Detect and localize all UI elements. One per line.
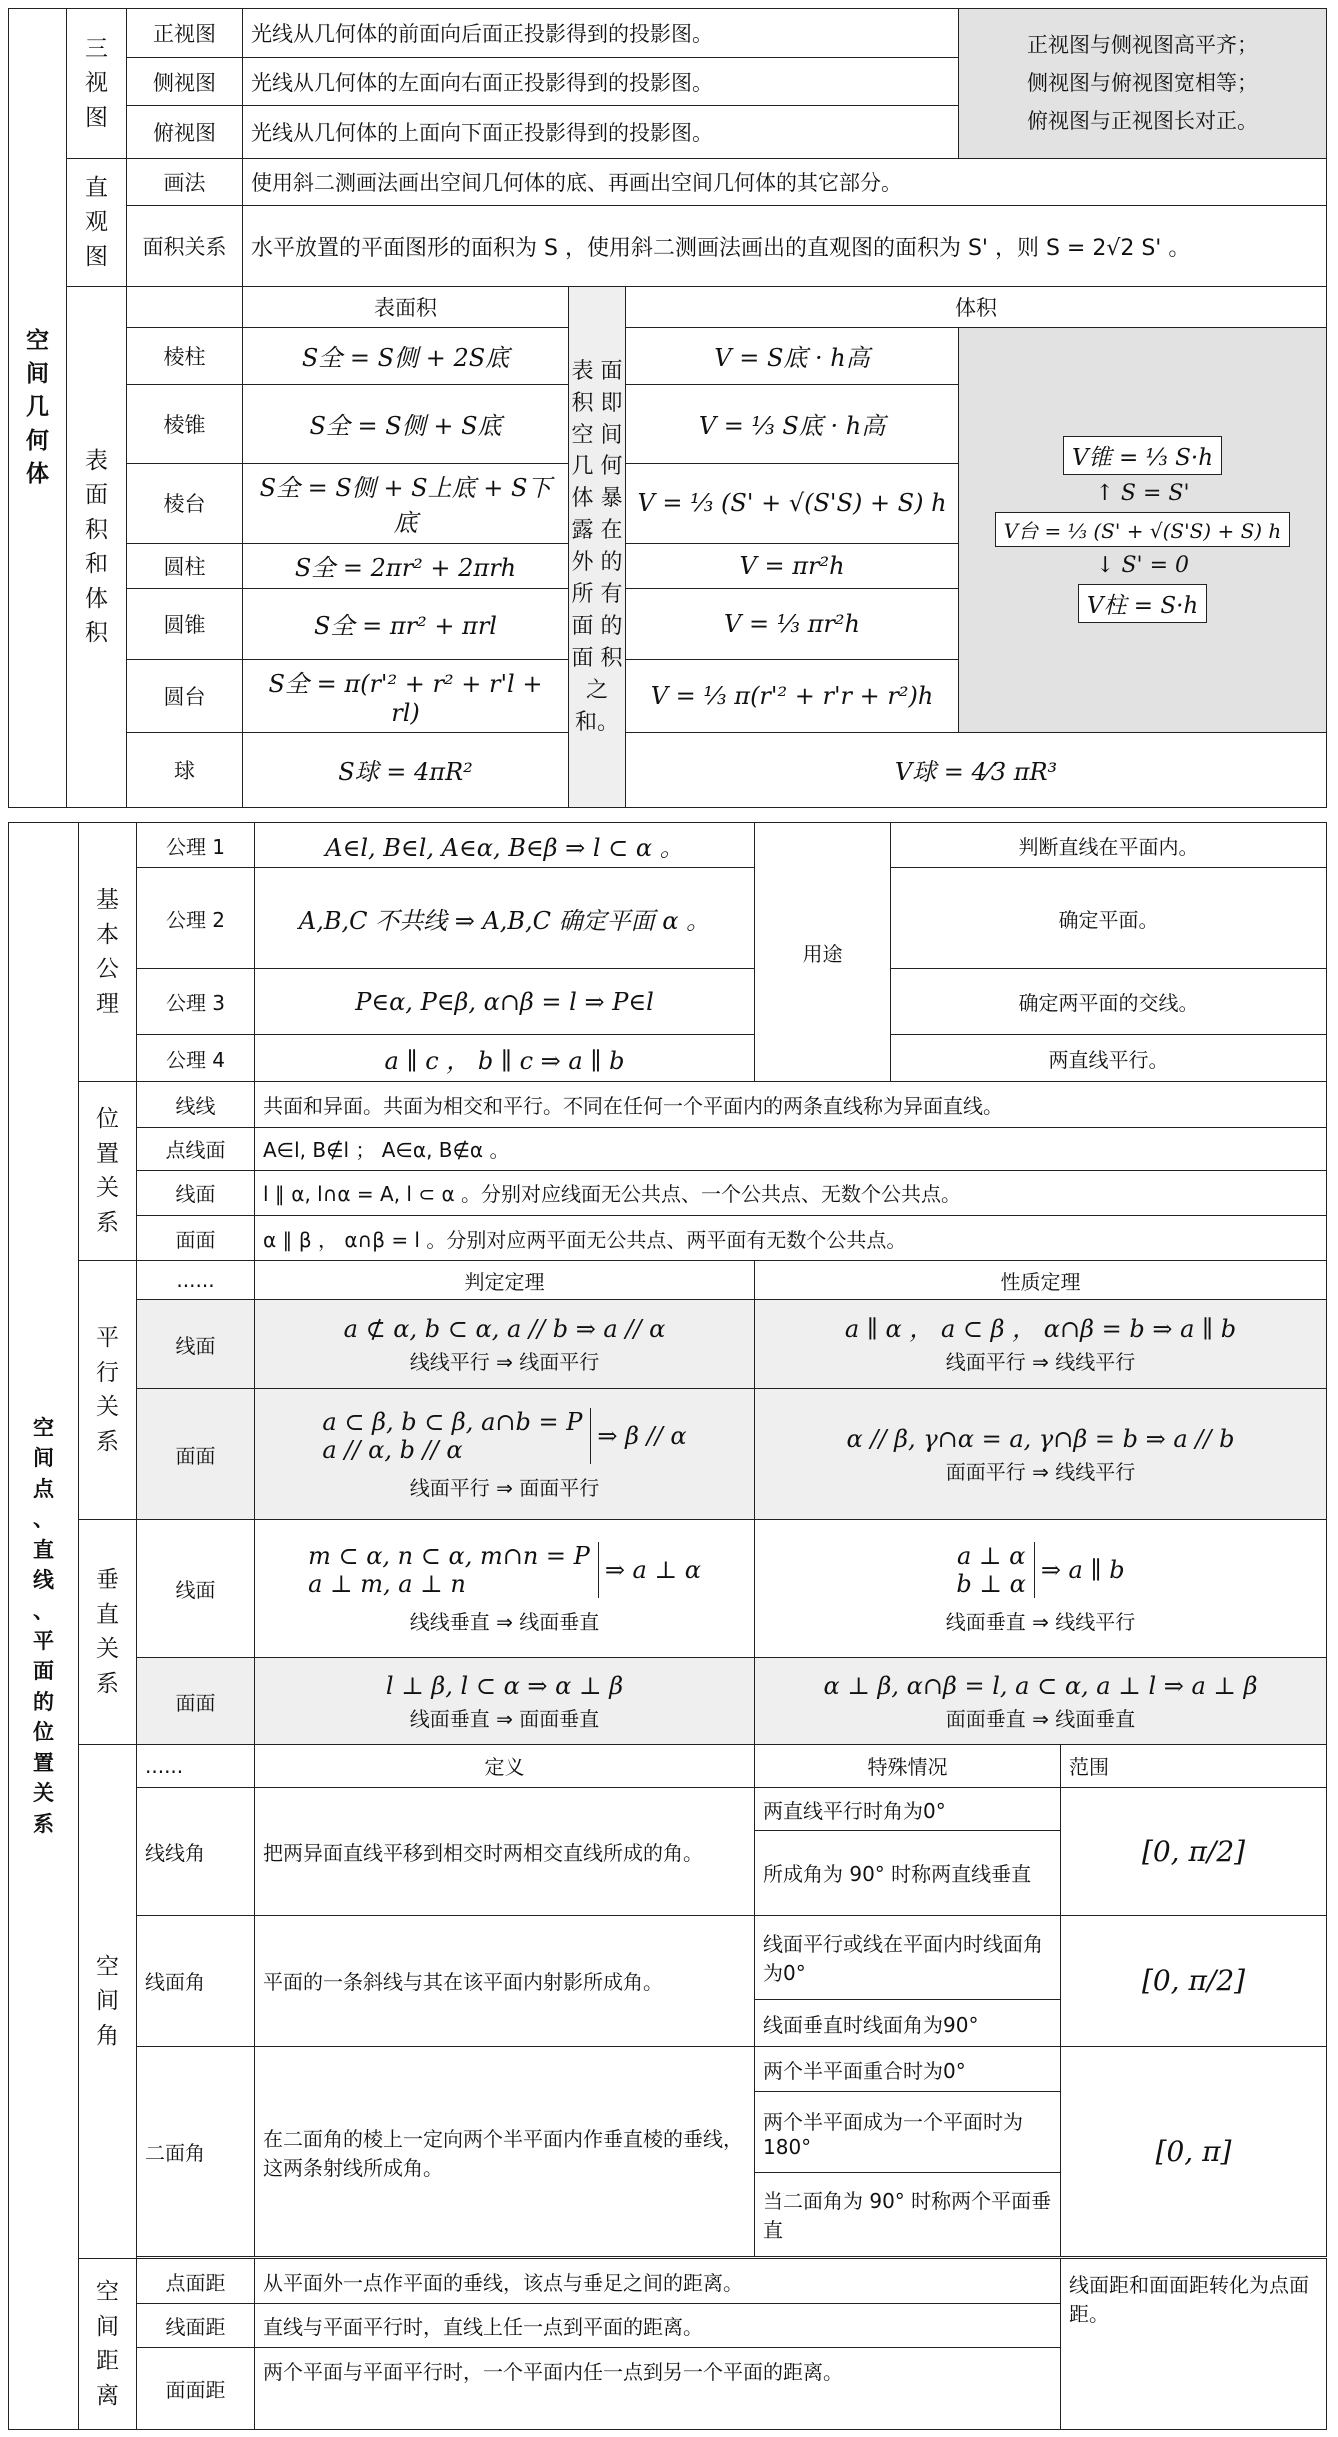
shape-name: 棱锥 — [127, 384, 243, 463]
shape-name: 棱台 — [127, 463, 243, 543]
property-header: 性质定理 — [755, 1261, 1327, 1300]
front-view-label: 正视图 — [127, 9, 243, 58]
lp-range: [0, π/2] — [1061, 1915, 1327, 2047]
distance-name: 点面距 — [137, 2259, 255, 2304]
di-special-3: 当二面角为 90° 时称两个平面垂直 — [755, 2172, 1061, 2256]
solid-geometry-table — [8, 8, 1327, 808]
use-label: 用途 — [755, 823, 891, 1082]
perp-pp-judge-note: 线面垂直 ⇒ 面面垂直 — [409, 1707, 600, 1732]
perp-lp-prop-line2: b ⊥ α — [956, 1570, 1026, 1599]
perp-pp-prop — [755, 1658, 1327, 1744]
perp-pp-judge-formula: l ⊥ β, l ⊂ α ⇒ α ⊥ β — [385, 1672, 624, 1701]
shape-name: 圆柱 — [127, 543, 243, 588]
pos-name: 线线 — [137, 1082, 255, 1127]
ll-special-1: 两直线平行时角为0° — [755, 1787, 1061, 1830]
par-lp-prop-formula: a ∥ α ， a ⊂ β ， α∩β = b ⇒ a ∥ b — [844, 1315, 1237, 1344]
distance-desc: 两个平面与平面平行时，一个平面内任一点到另一个平面的距离。 — [255, 2347, 1061, 2429]
volume-formula: V球 = 4⁄3 πR³ — [626, 732, 1327, 807]
pos-desc: 共面和异面。共面为相交和平行。不同在任何一个平面内的两条直线称为异面直线。 — [255, 1082, 1327, 1127]
section-position: 空 间 点 、 直 线 、 平 面 的 位 置 关 系 — [9, 823, 79, 2430]
par-lp-prop-note: 线面平行 ⇒ 线线平行 — [945, 1350, 1136, 1375]
lp-special-2: 线面垂直时线面角为90° — [755, 1999, 1061, 2046]
surface-formula: S全 = πr² + πrl — [243, 588, 569, 659]
lp-angle-label: 线面角 — [137, 1915, 255, 2047]
label-three-view: 三 视 图 — [67, 9, 127, 159]
par-line-plane-label: 线面 — [137, 1300, 255, 1388]
ll-range: [0, π/2] — [1061, 1787, 1327, 1915]
pos-desc: l ∥ α, l∩α = A, l ⊂ α 。分别对应线面无公共点、一个公共点、无数个公共点。 — [255, 1170, 1327, 1215]
volume-formula: V = ⅓ πr²h — [626, 588, 959, 659]
label-basic-axioms: 基 本 公 理 — [79, 823, 137, 1082]
draw-desc: 使用斜二测画法画出空间几何体的底、再画出空间几何体的其它部分。 — [243, 159, 1327, 206]
perp-lp-prop-result: ⇒ a ∥ b — [1040, 1556, 1125, 1585]
label-space-angle: 空 间 角 — [79, 1744, 137, 2258]
perp-lp-judge-line1: m ⊂ α, n ⊂ α, m∩n = P — [308, 1542, 590, 1571]
par-plane-plane-label: 面面 — [137, 1388, 255, 1520]
par-pp-prop-formula: α // β, γ∩α = a, γ∩β = b ⇒ a // b — [846, 1425, 1235, 1454]
volume-formula: V = ⅓ π(r'² + r'r + r²)h — [626, 659, 959, 732]
distance-name: 线面距 — [137, 2304, 255, 2347]
pos-name: 面面 — [137, 1215, 255, 1260]
ll-special-2: 所成角为 90° 时称两直线垂直 — [755, 1831, 1061, 1915]
distance-name: 面面距 — [137, 2347, 255, 2429]
par-pp-prop — [755, 1388, 1327, 1520]
volume-relation-box — [959, 327, 1327, 732]
def-header: 定义 — [255, 1744, 755, 1787]
rule-1: 正视图与侧视图高平齐； — [1027, 32, 1259, 57]
perp-lp-prop-note: 线面垂直 ⇒ 线线平行 — [945, 1610, 1136, 1635]
di-special-2: 两个半平面成为一个平面时为180° — [755, 2092, 1061, 2172]
label-intuitive: 直 观 图 — [67, 159, 127, 287]
axiom-name: 公理 4 — [137, 1034, 255, 1081]
par-pp-judge-note: 线面平行 ⇒ 面面平行 — [409, 1475, 600, 1500]
perp-lp-judge-note: 线线垂直 ⇒ 线面垂直 — [409, 1610, 600, 1635]
par-pp-judge-result: ⇒ β // α — [597, 1421, 687, 1450]
distance-desc: 从平面外一点作平面的垂线，该点与垂足之间的距离。 — [255, 2259, 1061, 2304]
v-cone-formula: V锥 = ⅓ S·h — [1063, 436, 1222, 475]
axiom-use: 确定两平面的交线。 — [891, 969, 1327, 1035]
perp-pp-label: 面面 — [137, 1658, 255, 1744]
label-perpendicular: 垂 直 关 系 — [79, 1520, 137, 1744]
axiom-use: 两直线平行。 — [891, 1034, 1327, 1081]
surface-formula: S全 = S侧 + S上底 + S下底 — [243, 463, 569, 543]
axiom-formula: P∈α, P∈β, α∩β = l ⇒ P∈l — [255, 969, 755, 1035]
position-relation-table — [8, 822, 1327, 2430]
pos-desc: α ∥ β ， α∩β = l 。分别对应两平面无公共点、两平面有无数个公共点。 — [255, 1215, 1327, 1260]
dihedral-label: 二面角 — [137, 2047, 255, 2257]
par-pp-judge-line1: a ⊂ β, b ⊂ β, a∩b = P — [322, 1407, 583, 1436]
par-pp-judge-line2: a // α, b // α — [322, 1435, 463, 1464]
axiom-name: 公理 2 — [137, 868, 255, 969]
perp-lp-judge-result: ⇒ a ⊥ α — [604, 1556, 701, 1585]
perp-lp-judge-line2: a ⊥ m, a ⊥ n — [308, 1570, 466, 1599]
perp-lp-label: 线面 — [137, 1520, 255, 1658]
shape-name: 圆台 — [127, 659, 243, 732]
surface-area-note: 表 面 积 即 空 间 几 何 体 暴 露 在 外 的 所 有 面 的 面 积 之和。 — [569, 287, 626, 808]
volume-formula: V = ⅓ S底 · h高 — [626, 384, 959, 463]
shape-name: 球 — [127, 732, 243, 807]
distance-note: 线面距和面面距转化为点面距。 — [1061, 2259, 1327, 2430]
label-surface-volume: 表 面 积 和 体 积 — [67, 287, 127, 808]
axiom-formula: A∈l, B∈l, A∈α, B∈β ⇒ l ⊂ α 。 — [255, 823, 755, 868]
ll-angle-label: 线线角 — [137, 1787, 255, 1915]
draw-label: 画法 — [127, 159, 243, 206]
volume-formula: V = πr²h — [626, 543, 959, 588]
shape-name: 圆锥 — [127, 588, 243, 659]
top-view-desc: 光线从几何体的上面向下面正投影得到的投影图。 — [243, 106, 959, 159]
side-view-desc: 光线从几何体的左面向右面正投影得到的投影图。 — [243, 57, 959, 106]
top-view-label: 俯视图 — [127, 106, 243, 159]
pos-name: 线面 — [137, 1170, 255, 1215]
pos-desc: A∈l, B∉l ； A∈α, B∉α 。 — [255, 1127, 1327, 1170]
axiom-formula: A,B,C 不共线 ⇒ A,B,C 确定平面 α 。 — [255, 868, 755, 969]
axiom-name: 公理 3 — [137, 969, 255, 1035]
label-parallel: 平 行 关 系 — [79, 1261, 137, 1520]
perp-pp-prop-note: 面面垂直 ⇒ 线面垂直 — [945, 1707, 1136, 1732]
judge-header: 判定定理 — [255, 1261, 755, 1300]
par-pp-prop-note: 面面平行 ⇒ 线线平行 — [945, 1460, 1136, 1485]
perp-pp-judge — [255, 1658, 755, 1744]
dots-label: ...... — [137, 1744, 255, 1787]
volume-header: 体积 — [626, 287, 1327, 328]
perp-lp-judge — [255, 1520, 755, 1658]
front-view-desc: 光线从几何体的前面向后面正投影得到的投影图。 — [243, 9, 959, 58]
volume-formula: V = S底 · h高 — [626, 327, 959, 384]
special-header: 特殊情况 — [755, 1744, 1061, 1787]
axiom-use: 判断直线在平面内。 — [891, 823, 1327, 868]
three-view-rules — [959, 9, 1327, 159]
section-solid-geometry: 空 间 几 何 体 — [9, 9, 67, 808]
di-range: [0, π] — [1061, 2047, 1327, 2257]
axiom-formula: a ∥ c ， b ∥ c ⇒ a ∥ b — [255, 1034, 755, 1081]
surface-formula: S全 = 2πr² + 2πrh — [243, 543, 569, 588]
surface-formula: S球 = 4πR² — [243, 732, 569, 807]
volume-formula: V = ⅓ (S' + √(S'S) + S) h — [626, 463, 959, 543]
v-frustum-formula: V台 = ⅓ (S' + √(S'S) + S) h — [995, 512, 1291, 547]
range-header: 范围 — [1061, 1744, 1327, 1787]
ll-def: 把两异面直线平移到相交时两相交直线所成的角。 — [255, 1787, 755, 1915]
par-lp-prop — [755, 1300, 1327, 1388]
area-relation-desc: 水平放置的平面图形的面积为 S ，使用斜二测画法画出的直观图的面积为 S' ，则 S = 2√2 S' 。 — [243, 205, 1327, 286]
distance-desc: 直线与平面平行时，直线上任一点到平面的距离。 — [255, 2304, 1061, 2347]
par-lp-judge-formula: a ⊄ α, b ⊂ α, a // b ⇒ a // α — [343, 1315, 666, 1344]
perp-pp-prop-formula: α ⊥ β, α∩β = l, a ⊂ α, a ⊥ l ⇒ a ⊥ β — [823, 1672, 1258, 1701]
side-view-label: 侧视图 — [127, 57, 243, 106]
axiom-name: 公理 1 — [137, 823, 255, 868]
perp-lp-prop-line1: a ⊥ α — [956, 1542, 1026, 1571]
surface-area-header: 表面积 — [243, 287, 569, 328]
condition-up: ↑ S = S' — [1095, 481, 1190, 507]
shape-name: 棱柱 — [127, 327, 243, 384]
par-pp-judge — [255, 1388, 755, 1520]
condition-down: ↓ S' = 0 — [1096, 553, 1190, 579]
area-relation-label: 面积关系 — [127, 205, 243, 286]
lp-def: 平面的一条斜线与其在该平面内射影所成角。 — [255, 1915, 755, 2047]
rule-3: 俯视图与正视图长对正。 — [1027, 108, 1259, 133]
dots-label: ...... — [137, 1261, 255, 1300]
label-space-distance: 空 间 距 离 — [79, 2259, 137, 2430]
surface-formula: S全 = π(r'² + r² + r'l + rl) — [243, 659, 569, 732]
perp-lp-prop — [755, 1520, 1327, 1658]
surface-formula: S全 = S侧 + S底 — [243, 384, 569, 463]
surface-formula: S全 = S侧 + 2S底 — [243, 327, 569, 384]
label-position: 位 置 关 系 — [79, 1082, 137, 1261]
par-lp-judge — [255, 1300, 755, 1388]
lp-special-1: 线面平行或线在平面内时线面角为0° — [755, 1915, 1061, 1999]
di-special-1: 两个半平面重合时为0° — [755, 2047, 1061, 2092]
par-lp-judge-note: 线线平行 ⇒ 线面平行 — [409, 1350, 600, 1375]
v-prism-formula: V柱 = S·h — [1078, 584, 1207, 623]
pos-name: 点线面 — [137, 1127, 255, 1170]
axiom-use: 确定平面。 — [891, 868, 1327, 969]
rule-2: 侧视图与俯视图宽相等； — [1027, 70, 1259, 95]
di-def: 在二面角的棱上一定向两个半平面内作垂直棱的垂线，这两条射线所成角。 — [255, 2047, 755, 2257]
